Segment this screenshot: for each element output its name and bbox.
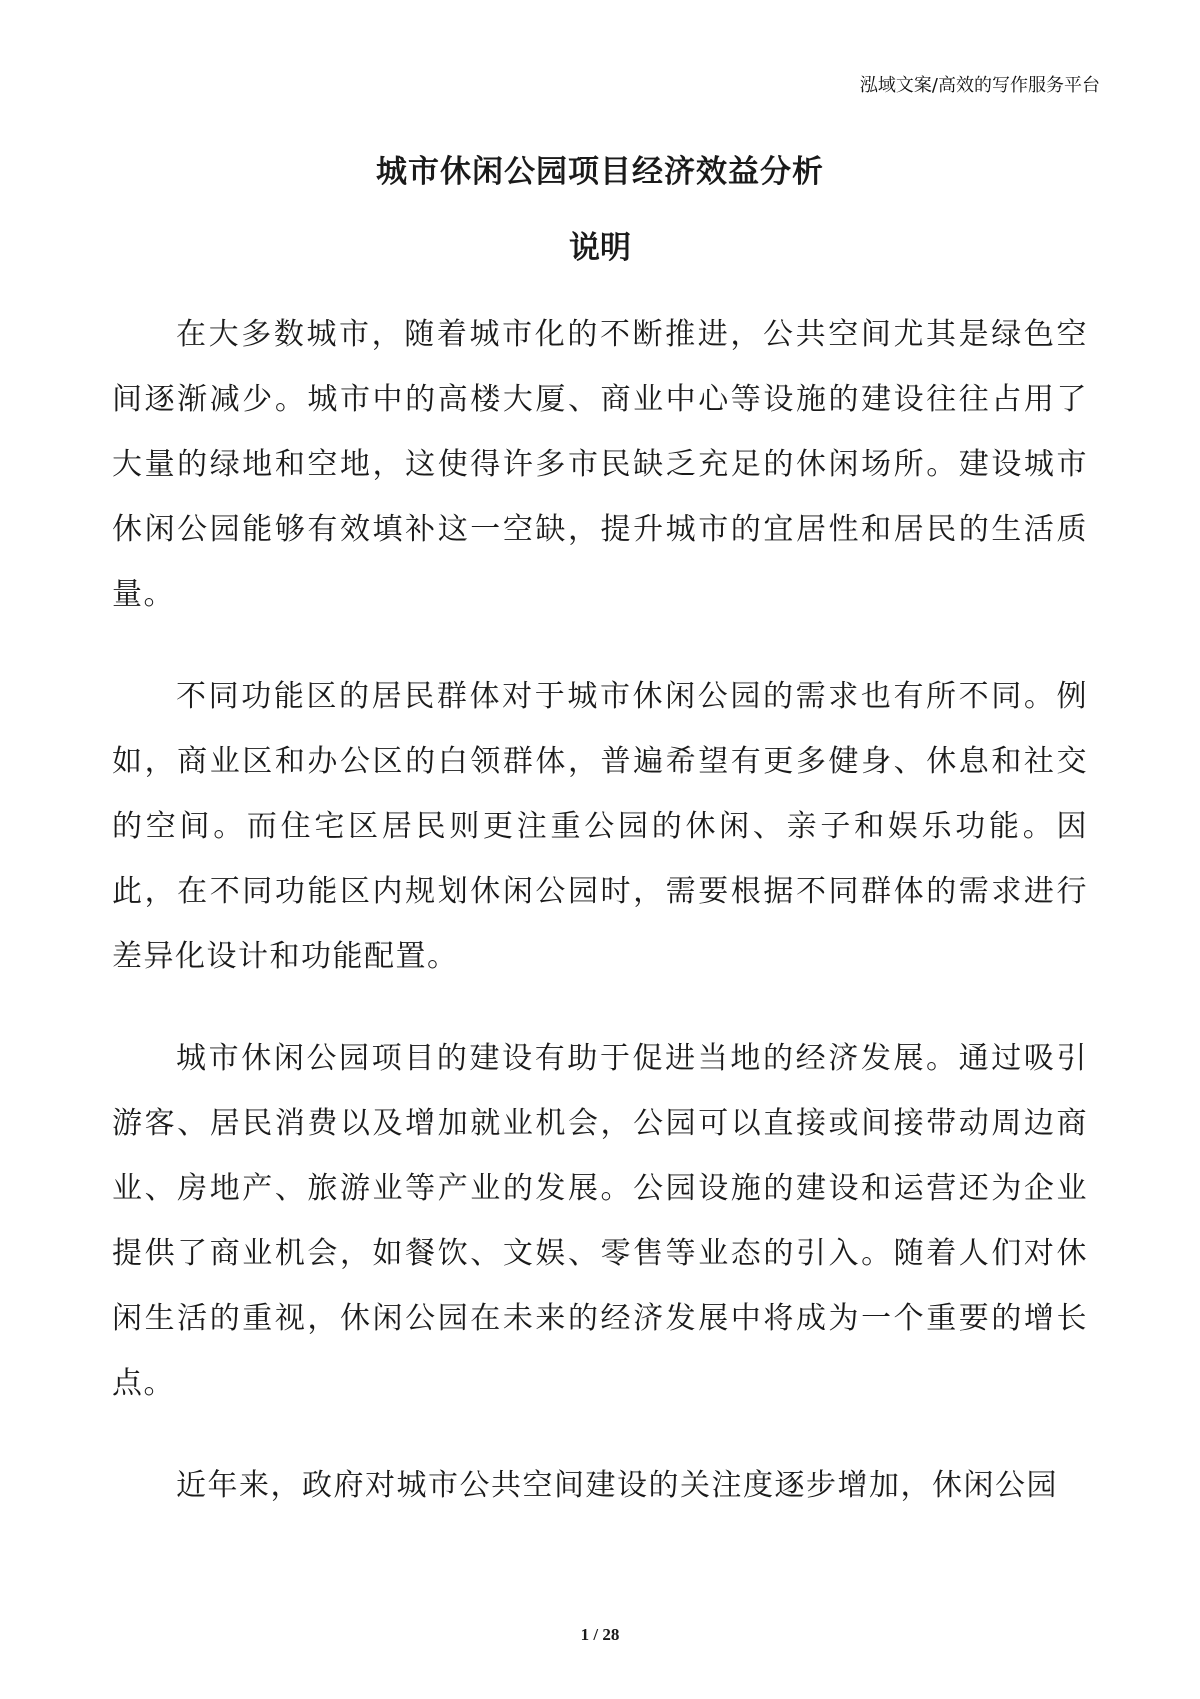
paragraph: 不同功能区的居民群体对于城市休闲公园的需求也有所不同。例如，商业区和办公区的白领群体，普遍希望有更多健身、休息和社交的空间。而住宅区居民则更注重公园的休闲、亲子和娱乐功能。因此，在不同功能区内规划休闲公园时，需要根据不同群体的需求进行差异化设计和功能配置。 (112, 679, 1088, 974)
paragraph: 近年来，政府对城市公共空间建设的关注度逐步增加，休闲公园 (176, 1468, 1058, 1503)
page-number: 1 / 28 (580, 1625, 620, 1644)
paragraph: 城市休闲公园项目的建设有助于促进当地的经济发展。通过吸引游客、居民消费以及增加就业机会，公园可以直接或间接带动周边商业、房地产、旅游业等产业的发展。公园设施的建设和运营还为企业提供了商业机会，如餐饮、文娱、零售等业态的引入。随着人们对休闲生活的重视，休闲公园在未来的经济发展中将成为一个重要的增长点。 (112, 1041, 1088, 1401)
paragraph: 在大多数城市，随着城市化的不断推进，公共空间尤其是绿色空间逐渐减少。城市中的高楼大厦、商业中心等设施的建设往往占用了大量的绿地和空地，这使得许多市民缺乏充足的休闲场所。建设城市休闲公园能够有效填补这一空缺，提升城市的宜居性和居民的生活质量。 (112, 317, 1088, 612)
page-header: 泓域文案/高效的写作服务平台 (859, 75, 1100, 96)
document-title: 城市休闲公园项目经济效益分析 (376, 154, 824, 190)
section-heading: 说明 (569, 230, 631, 266)
body-text (112, 302, 1088, 1555)
